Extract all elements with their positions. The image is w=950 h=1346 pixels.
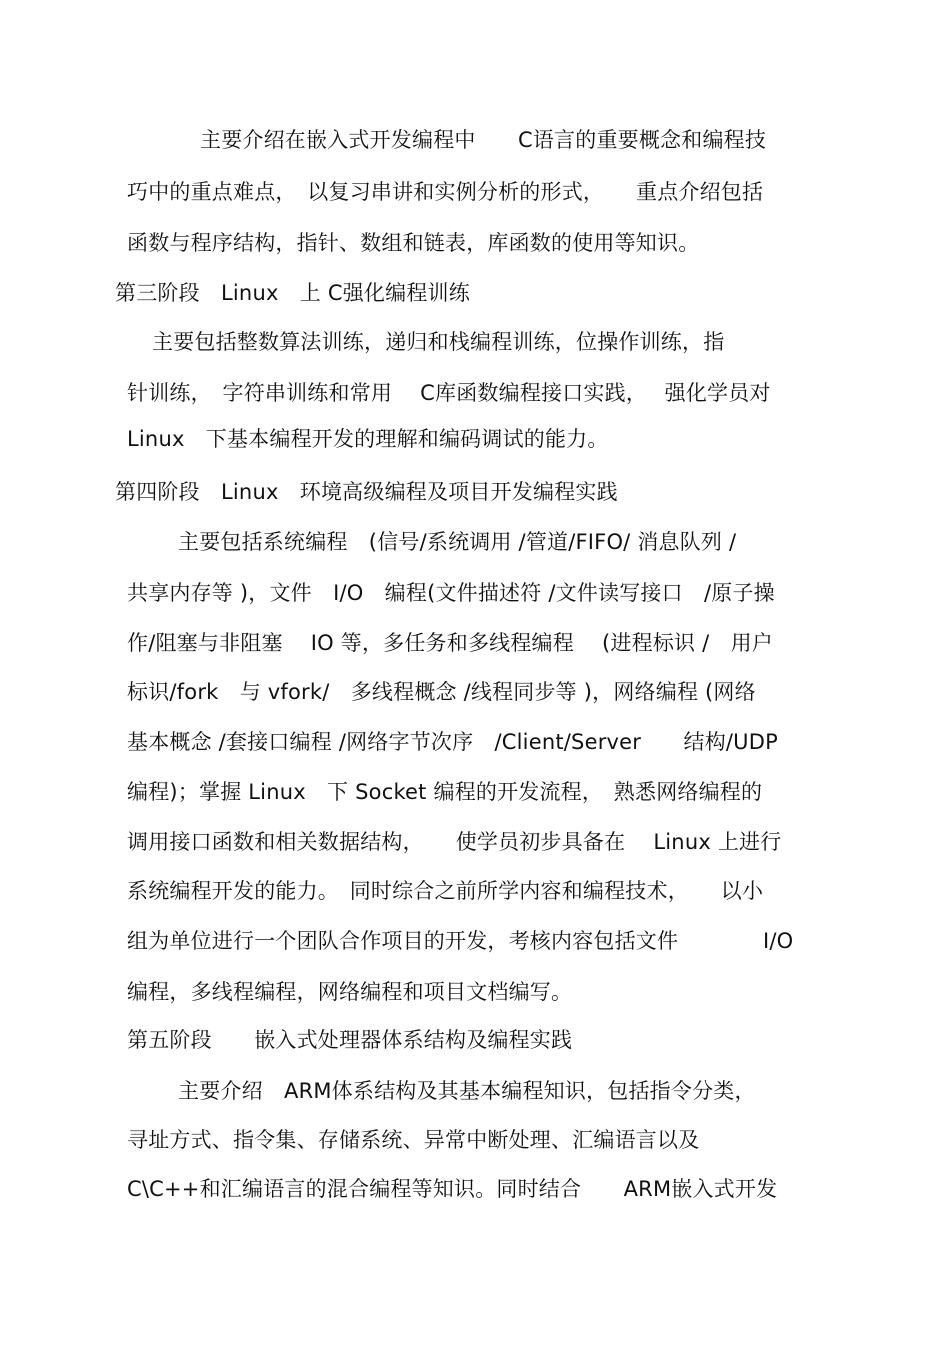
text-line: 调用接口函数和相关数据结构， 使学员初步具备在 Linux 上进行 xyxy=(127,830,782,854)
text-line: C\C++和汇编语言的混合编程等知识。同时结合 ARM嵌入式开发 xyxy=(127,1177,778,1201)
text-line: 主要包括整数算法训练，递归和栈编程训练，位操作训练，指 xyxy=(152,330,725,354)
text-line: 作/阻塞与非阻塞 IO 等，多任务和多线程编程 (进程标识 / 用户 xyxy=(127,631,773,655)
text-line: 共享内存等 )，文件 I/O 编程(文件描述符 /文件读写接口 /原子操 xyxy=(127,581,775,605)
section-heading: 第五阶段 嵌入式处理器体系结构及编程实践 xyxy=(127,1028,573,1052)
text-line: 寻址方式、指令集、存储系统、异常中断处理、汇编语言以及 xyxy=(127,1128,700,1152)
text-line: 主要包括系统编程 (信号/系统调用 /管道/FIFO/ 消息队列 / xyxy=(178,530,737,554)
section-heading: 第四阶段 Linux 环境高级编程及项目开发编程实践 xyxy=(115,480,618,504)
text-line: 针训练， 字符串训练和常用 C库函数编程接口实践， 强化学员对 xyxy=(127,381,771,405)
text-line: 编程)；掌握 Linux 下 Socket 编程的开发流程， 熟悉网络编程的 xyxy=(127,780,763,804)
text-line: 基本概念 /套接口编程 /网络字节次序 /Client/Server 结构/UDP xyxy=(127,730,778,754)
text-line: 系统编程开发的能力。 同时综合之前所学内容和编程技术， 以小 xyxy=(127,879,764,903)
section-heading: 第三阶段 Linux 上 C强化编程训练 xyxy=(115,281,470,305)
text-line: 组为单位进行一个团队合作项目的开发，考核内容包括文件 I/O xyxy=(127,929,794,953)
text-line: 巧中的重点难点， 以复习串讲和实例分析的形式， 重点介绍包括 xyxy=(127,180,764,204)
text-line: 编程，多线程编程，网络编程和项目文档编写。 xyxy=(127,980,573,1004)
text-line: 主要介绍在嵌入式开发编程中 C语言的重要概念和编程技 xyxy=(200,128,767,152)
text-line: 标识/fork 与 vfork/ 多线程概念 /线程同步等 )，网络编程 (网络 xyxy=(127,680,756,704)
text-line: 主要介绍 ARM体系结构及其基本编程知识，包括指令分类， xyxy=(178,1079,756,1103)
text-line: 函数与程序结构，指针、数组和链表，库函数的使用等知识。 xyxy=(127,231,700,255)
text-line: Linux 下基本编程开发的理解和编码调试的能力。 xyxy=(127,427,609,451)
